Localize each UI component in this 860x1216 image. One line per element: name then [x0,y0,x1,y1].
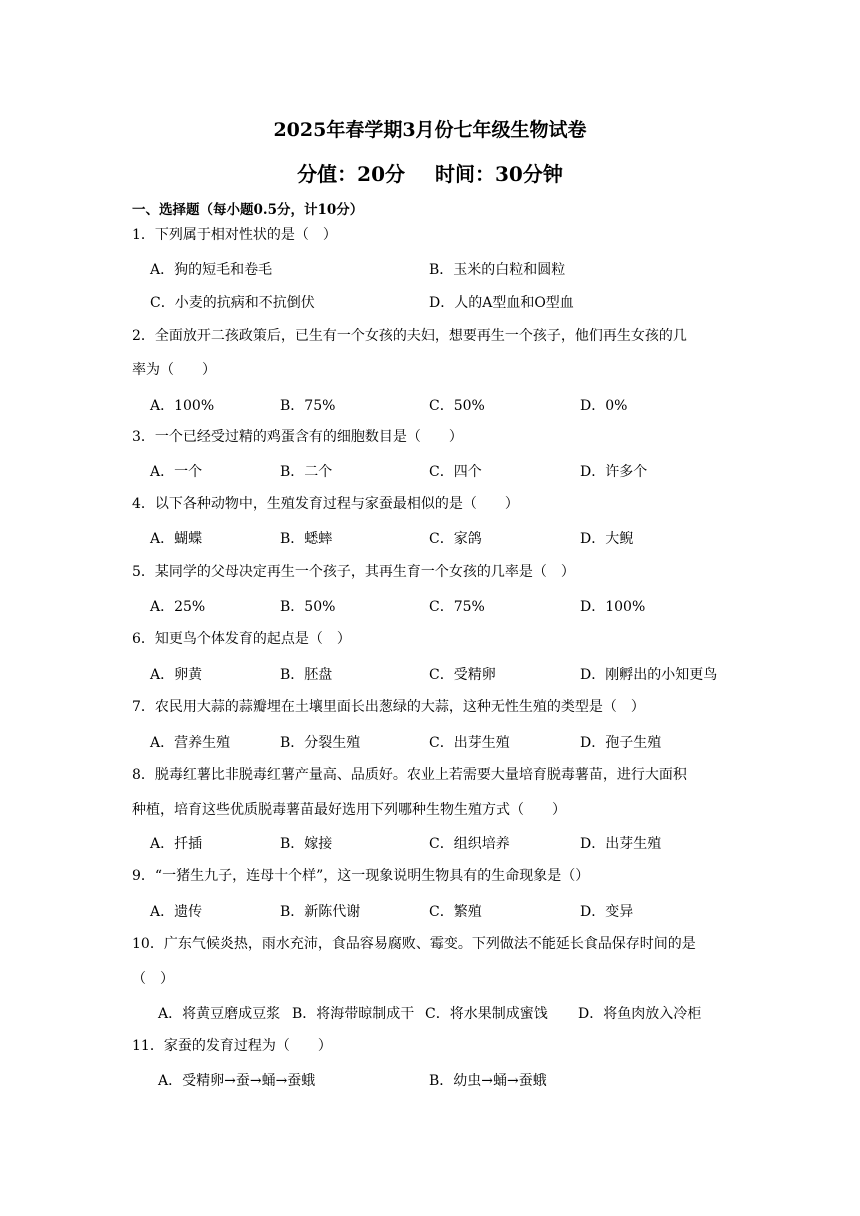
option-b: B．蟋蟀 [280,531,333,547]
question-1-options [150,259,750,279]
question-10: 10．广东气候炎热，雨水充沛，食品容易腐败、霉变。下列做法不能延长食品保存时间的是 [132,936,696,952]
option-a: A．遗传 [150,904,203,920]
question-3: 3．一个已经受过精的鸡蛋含有的细胞数目是（ ） [132,429,463,445]
question-7: 7．农民用大蒜的蒜瓣埋在土壤里面长出葱绿的大蒜，这种无性生殖的类型是（ ） [132,699,645,715]
question-8-continued: 种植，培育这些优质脱毒薯苗最好选用下列哪种生物生殖方式（ ） [132,802,566,818]
question-2-continued: 率为（ ） [132,362,216,378]
option-c: C．组织培养 [429,836,510,852]
question-3-options [150,461,750,481]
time-label: 时间：30分钟 [435,162,563,186]
question-10-continued: （ ） [132,971,174,987]
option-b: B．将海带晾制成干 [292,1006,415,1022]
question-10-options [158,1003,758,1023]
option-a: A．受精卵→蚕→蛹→蚕蛾 [158,1073,316,1089]
option-a: A．一个 [150,464,203,480]
option-b: B．50% [280,599,336,615]
question-8-options [150,833,750,853]
option-b: B．分裂生殖 [280,735,361,751]
option-a: A．卵黄 [150,667,203,683]
option-a: A．蝴蝶 [150,531,203,547]
exam-subtitle [0,158,860,187]
question-2: 2．全面放开二孩政策后，已生有一个女孩的夫妇，想要再生一个孩子，他们再生女孩的几 [132,328,687,344]
option-b: B．胚盘 [280,667,333,683]
option-c: C．出芽生殖 [429,735,510,751]
option-c: C．将水果制成蜜饯 [425,1006,548,1022]
question-6: 6．知更鸟个体发育的起点是（ ） [132,631,351,647]
option-c: C．四个 [429,464,482,480]
option-b: B．二个 [280,464,333,480]
question-9: 9．“一猪生九子，连母十个样”，这一现象说明生物具有的生命现象是（） [132,868,590,884]
question-1: 1．下列属于相对性状的是（ ） [132,227,337,243]
question-11-options [158,1070,758,1090]
option-b: B．75% [280,398,336,414]
question-9-options [150,901,750,921]
question-8: 8．脱毒红薯比非脱毒红薯产量高、品质好。农业上若需要大量培育脱毒薯苗，进行大面积 [132,767,687,783]
option-d: D．孢子生殖 [580,735,662,751]
option-c: C．家鸽 [429,531,482,547]
option-b: B．幼虫→蛹→蚕蛾 [429,1073,547,1089]
question-2-options [150,395,750,415]
option-d: D．100% [580,599,646,615]
option-c: C．繁殖 [429,904,482,920]
section-heading: 一、选择题（每小题0.5分，计10分） [132,202,364,218]
question-4: 4．以下各种动物中，生殖发育过程与家蚕最相似的是（ ） [132,496,519,512]
option-b: B．新陈代谢 [280,904,361,920]
option-d: D．刚孵出的小知更鸟 [580,667,718,683]
option-d: D．人的A型血和O型血 [429,295,574,311]
score-label: 分值：20分 [297,162,405,186]
option-b: B．嫁接 [280,836,333,852]
option-d: D．许多个 [580,464,648,480]
option-a: A．100% [150,398,215,414]
option-d: D．0% [580,398,628,414]
option-a: A．25% [150,599,206,615]
option-a: A．营养生殖 [150,735,231,751]
exam-title: 2025年春学期3月份七年级生物试卷 [273,119,587,141]
question-7-options [150,732,750,752]
question-11: 11．家蚕的发育过程为（ ） [132,1038,332,1054]
option-a: A．将黄豆磨成豆浆 [158,1006,281,1022]
question-1-options-2 [150,292,750,312]
question-6-options [150,664,750,684]
option-c: C．50% [429,398,485,414]
option-d: D．出芽生殖 [580,836,662,852]
option-d: D．大鲵 [580,531,634,547]
question-5-options [150,596,750,616]
question-4-options [150,528,750,548]
option-c: C．受精卵 [429,667,496,683]
option-c: C．75% [429,599,485,615]
option-d: D．将鱼肉放入冷柜 [578,1006,702,1022]
option-c: C．小麦的抗病和不抗倒伏 [150,295,315,311]
question-5: 5．某同学的父母决定再生一个孩子，其再生育一个女孩的几率是（ ） [132,564,575,580]
option-b: B．玉米的白粒和圆粒 [429,262,566,278]
option-a: A．狗的短毛和卷毛 [150,262,273,278]
option-d: D．变异 [580,904,634,920]
option-a: A．扦插 [150,836,203,852]
